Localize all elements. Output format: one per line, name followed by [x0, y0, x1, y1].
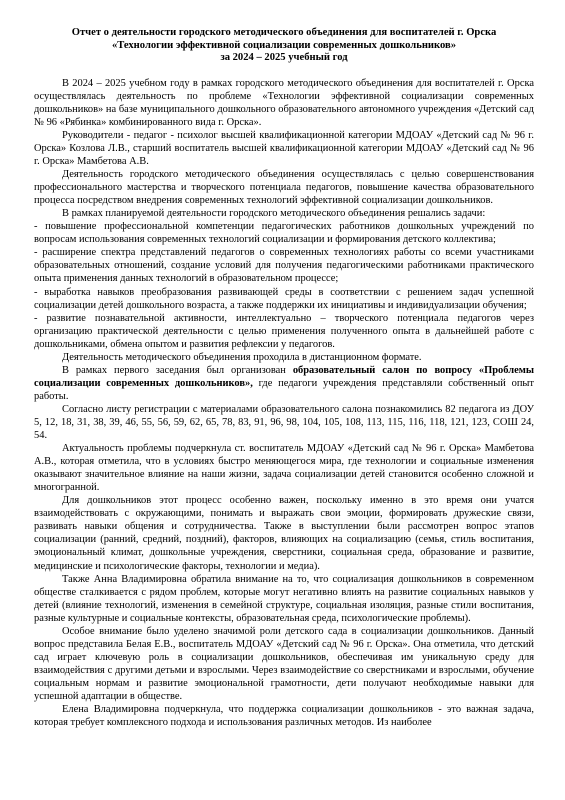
paragraph-leaders: Руководители - педагог - психолог высшей квалификационной категории МДОАУ «Детский сад № 96 г. Орска» Козлова Л.В., старший воспитатель высшей квалификационной категории МДОАУ «Детский сад № 96 г. Орска» Мамбетова А.В.: [34, 129, 534, 168]
title-line-1: Отчет о деятельности городского методического объединения для воспитателей г. Орска: [71, 27, 497, 38]
paragraph-intro: В 2024 – 2025 учебном году в рамках городского методического объединения для воспитателей г. Орска осуществлялась деятельность по проблеме «Технологии эффективной социализации современных дошкольников» на базе муниципального дошкольного образовательного автономного учреждения «Детский сад № 96 «Рябинка» комбинированного вида г. Орска».: [34, 77, 534, 128]
title-line-2: «Технологии эффективной социализации современных дошкольников»: [111, 39, 457, 51]
paragraph-format: Деятельность методического объединения проходила в дистанционном формате.: [62, 351, 422, 363]
paragraph-kindergarten-role: Особое внимание было уделено значимой роли детского сада в социализации дошкольников. Данный вопрос представила Белая Е.В., воспитатель МДОАУ «Детский сад № 96 г. Орска». Она отметила, что детский сад играет ключевую роль в социализации дошкольников, обеспечивая им уникальную среду для взаимодействия с другими детьми и взрослыми. Через взаимодействие со сверстниками и взрослыми, обучение социальным нормам и развитие эмоциональной грамотности, дети получают необходимые навыки для успешной адаптации в обществе.: [34, 625, 534, 702]
paragraph-preschoolers: Для дошкольников этот процесс особенно важен, поскольку именно в это время они учатся взаимодействовать с окружающими, понимать и выражать свои эмоции, формировать дружеские связи, развивать навыки общения и сотрудничества. Также в выступлении были рассмотрен вопрос этапов социализации (ранний, средний, поздний), факторов, влияющих на социализацию (семья, стиль воспитания, эмоциональный климат, дошкольные учреждения, сверстники, социальная среда, образование и развитие, медицинские и психологические факторы, технологии и медиа).: [34, 495, 534, 572]
paragraph-support: Елена Владимировна подчеркнула, что поддержка социализации дошкольников - это важная задача, которая требует комплексного подхода и использования различных методов. Из наиболее: [34, 704, 534, 729]
task-item-4: - развитие познавательной активности, интеллектуально – творческого потенциала педагогов через организацию практической деятельности с целью применения полученного опыта в дальнейшей работе с дошкольниками, обмена опытом и развития рефлексии у педагогов.: [34, 312, 534, 350]
task-item-2: - расширение спектра представлений педагогов о современных технологиях работы со всеми участниками образовательных отношений, создание условий для получения педагогическими работниками практического опыта применения данных технологий в образовательном процессе;: [34, 247, 534, 285]
paragraph-registration: Согласно листу регистрации с материалами образовательного салона познакомились 82 педагога из ДОУ 5, 12, 18, 31, 38, 39, 46, 55, 56, 59, 62, 65, 78, 83, 91, 96, 98, 104, 105, 108, 113, 115, 116, 118, 121, 123, СОШ 24, 54.: [34, 403, 534, 442]
title-line-3: за 2024 – 2025 учебный год: [220, 52, 348, 64]
paragraph-relevance: Актуальность проблемы подчеркнула ст. воспитатель МДОАУ «Детский сад № 96 г. Орска» Мамбетова А.В., которая отметила, что в условиях быстро меняющегося мира, где технологии и социальные изменения оказывают значительное влияние на наши жизни, задача социализации детей становится особенно сложной и многогранной.: [34, 443, 534, 494]
paragraph-goal: Деятельность городского методического объединения осуществлялась с целью совершенствования профессионального мастерства и творческого потенциала педагогов, повышение качества образовательного процесса посредством внедрения современных технологий эффективной социализации дошкольников.: [34, 169, 534, 207]
first-meeting-salon-title: образовательный салон по вопросу «Проблемы социализации современных дошкольников»,: [34, 364, 534, 389]
document-title: [34, 27, 534, 65]
task-item-3: - выработка навыков преобразования развивающей среды в соответствии с решением задач успешной социализации детей дошкольного возраста, а также поддержки их инициативы и индивидуализации обучения;: [34, 286, 534, 311]
paragraph-tasks-intro: В рамках планируемой деятельности городского методического объединения решались задачи:: [62, 208, 486, 220]
paragraph-problems: Также Анна Владимировна обратила внимание на то, что социализация дошкольников в современном обществе сталкивается с рядом проблем, которые могут негативно влиять на развитие социальных навыков у детей (влияние технологий, изменения в семейной структуре, социальная изоляция, разные стили воспитания, разные культурные и социальные контексты, образовательная среда, психологические проблемы).: [34, 573, 534, 624]
first-meeting-text-c: где педагоги учреждения представляли собственный опыт работы.: [34, 377, 534, 402]
task-item-1: - повышение профессиональной компетенции педагогических работников дошкольных учреждений по вопросам использования современных технологий социализации и формирования детского коллектива;: [34, 221, 534, 246]
paragraph-first-meeting: [34, 364, 534, 403]
first-meeting-text-a: В рамках первого заседания был организован: [62, 364, 293, 376]
